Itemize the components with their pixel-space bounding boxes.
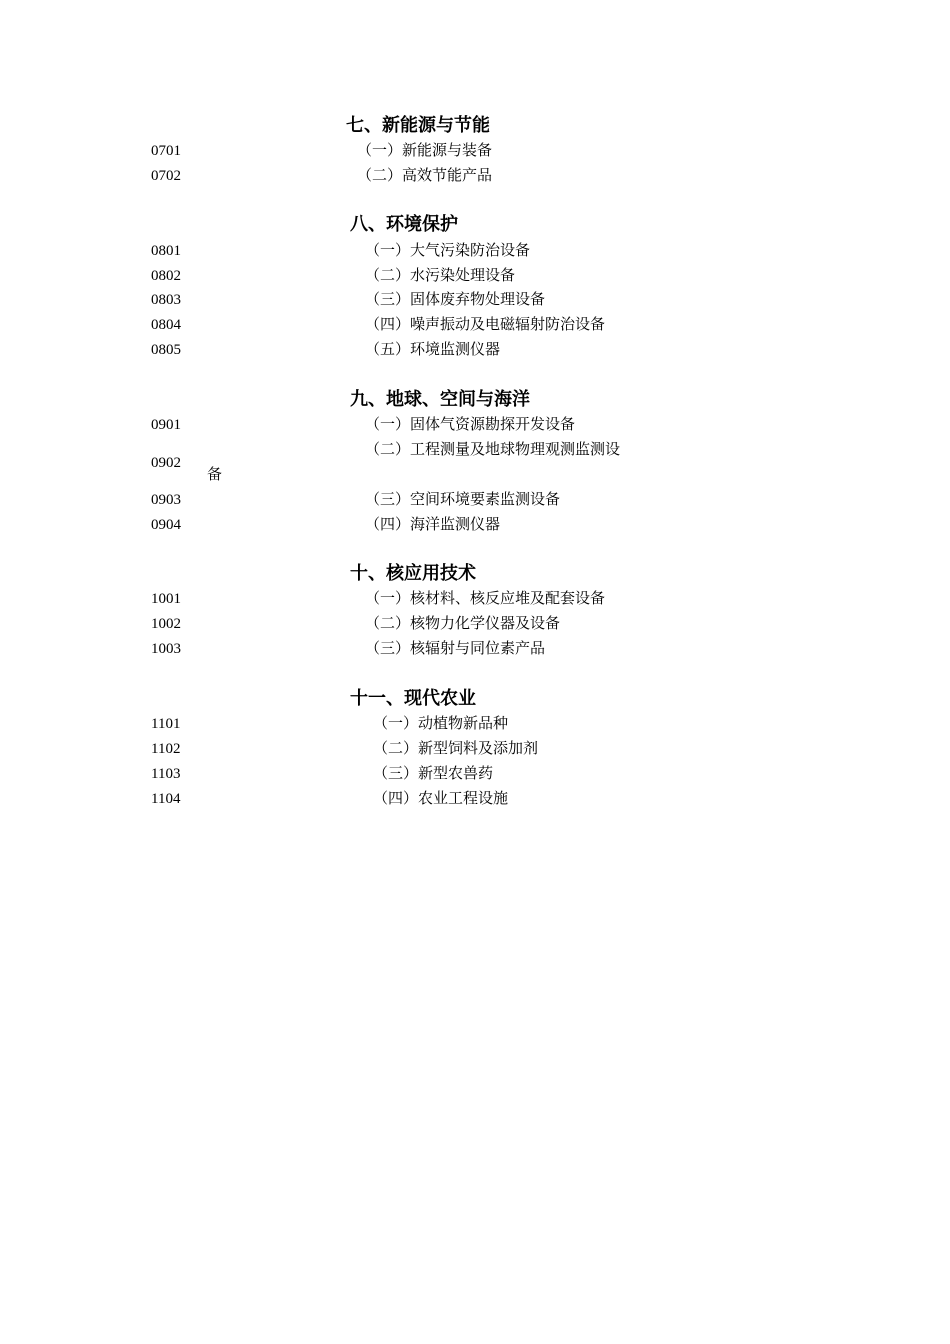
item-label-1001: （一）核材料、核反应堆及配套设备 — [365, 589, 606, 607]
item-label-1103: （三）新型农兽药 — [373, 764, 494, 782]
item-code-0803: 0803 — [151, 292, 181, 308]
item-code-0904: 0904 — [151, 517, 181, 533]
item-label-0805: （五）环境监测仪器 — [365, 340, 501, 358]
item-label-0802: （二）水污染处理设备 — [365, 266, 516, 284]
item-label-0902-tail: 备 — [207, 465, 223, 483]
item-code-1101: 1101 — [151, 716, 181, 732]
section-heading-9: 九、地球、空间与海洋 — [350, 389, 530, 410]
item-code-0903: 0903 — [151, 492, 181, 508]
section-heading-7: 七、新能源与节能 — [346, 115, 490, 136]
item-code-1102: 1102 — [151, 741, 181, 757]
item-code-0805: 0805 — [151, 342, 181, 358]
item-code-0701: 0701 — [151, 143, 181, 159]
item-label-0702: （二）高效节能产品 — [357, 166, 493, 184]
item-code-1104: 1104 — [151, 791, 181, 807]
item-code-0702: 0702 — [151, 168, 181, 184]
item-label-1002: （二）核物力化学仪器及设备 — [365, 614, 561, 632]
item-code-1103: 1103 — [151, 766, 181, 782]
section-heading-8: 八、环境保护 — [350, 214, 458, 235]
item-label-0801: （一）大气污染防治设备 — [365, 241, 531, 259]
item-label-1104: （四）农业工程设施 — [373, 789, 509, 807]
item-code-1001: 1001 — [151, 591, 181, 607]
item-label-0902: （二）工程测量及地球物理观测监测设 — [365, 440, 621, 458]
item-label-0803: （三）固体废弃物处理设备 — [365, 290, 546, 308]
item-label-0904: （四）海洋监测仪器 — [365, 515, 501, 533]
item-label-1102: （二）新型饲料及添加剂 — [373, 739, 539, 757]
item-code-1002: 1002 — [151, 616, 181, 632]
item-label-0804: （四）噪声振动及电磁辐射防治设备 — [365, 315, 606, 333]
item-label-0903: （三）空间环境要素监测设备 — [365, 490, 561, 508]
item-code-0902: 0902 — [151, 455, 181, 471]
item-label-1003: （三）核辐射与同位素产品 — [365, 639, 546, 657]
item-code-0804: 0804 — [151, 317, 181, 333]
item-code-0901: 0901 — [151, 417, 181, 433]
item-label-1101: （一）动植物新品种 — [373, 714, 509, 732]
item-label-0701: （一）新能源与装备 — [357, 141, 493, 159]
section-heading-11: 十一、现代农业 — [350, 688, 476, 709]
item-label-0901: （一）固体气资源勘探开发设备 — [365, 415, 576, 433]
item-code-1003: 1003 — [151, 641, 181, 657]
item-code-0802: 0802 — [151, 268, 181, 284]
section-heading-10: 十、核应用技术 — [350, 563, 476, 584]
item-code-0801: 0801 — [151, 243, 181, 259]
